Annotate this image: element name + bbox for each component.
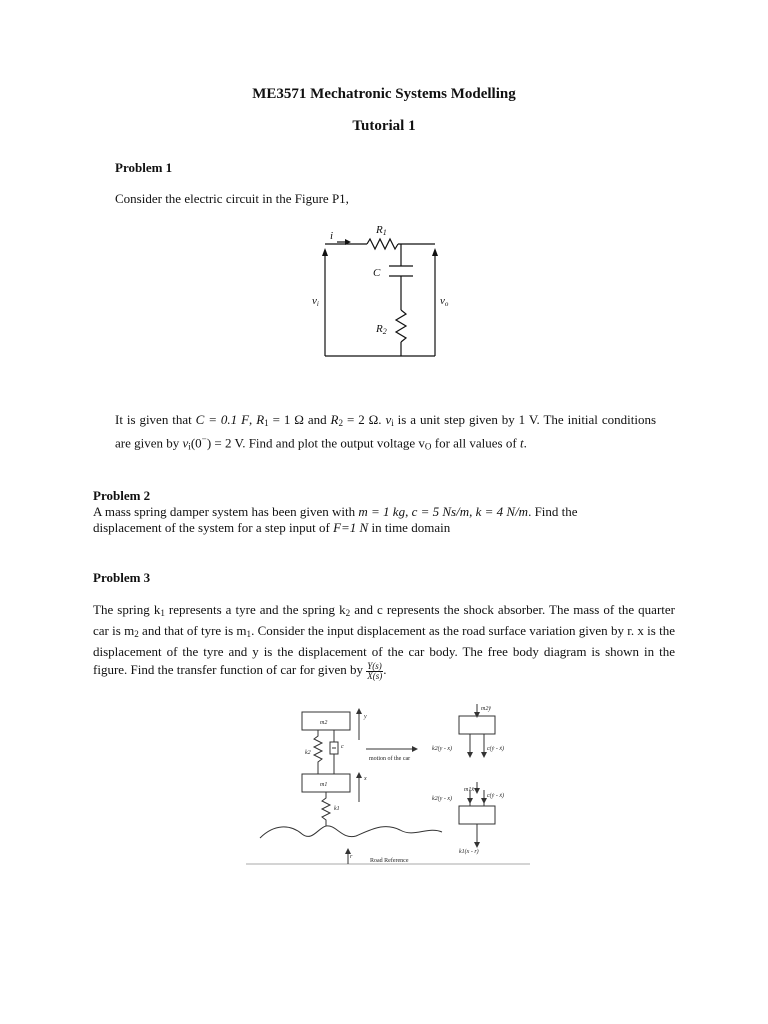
label-r1: R1 <box>376 224 387 237</box>
label-vi: vi <box>312 295 319 308</box>
label-motion: motion of the car <box>369 756 411 762</box>
circuit-figure-p1 <box>305 218 455 362</box>
label-m1: m1 <box>320 782 328 788</box>
label-vo: vo <box>440 295 449 308</box>
label-c-force-bot: c(ẏ - ẋ) <box>487 793 504 799</box>
label-c: C <box>373 267 381 279</box>
tutorial-title: Tutorial 1 <box>352 118 416 134</box>
label-m1-acc: m1ẍ <box>464 787 474 793</box>
label-m2: m2 <box>320 720 328 726</box>
label-k1: k1 <box>334 806 340 812</box>
fbd-m1-block <box>459 806 495 824</box>
label-y: y <box>364 714 367 720</box>
label-k2: k2 <box>305 750 311 756</box>
problem3-statement: The spring $k_1$ represents a tyre and the spring $k_2$ and c represents the shock absorber. The mass of the quarter car is $m_2$ and that of tyre is $m_1$. Consider the input displacement as the road surface variation given by r. x is the displacement of the tyre and y is the displacement of the car body. The free body diagram is shown in the figure. Find the transfer function of car for given by $\frac{Y(s)}{X(s)}$ . <box>93 602 675 681</box>
label-r: r <box>350 854 353 860</box>
quarter-car-figure <box>246 700 532 870</box>
label-road-reference: Road Reference <box>370 858 409 864</box>
fbd-m2-block <box>459 716 495 734</box>
label-m2-acc: m2ÿ <box>481 706 491 712</box>
label-c-force-top: c(ẏ - ẋ) <box>487 746 504 752</box>
label-r2: R2 <box>376 323 387 336</box>
problem2-statement: A mass spring damper system has been given with m = 1 kg, c = 5 Ns/m, k = 4 N/m. Find the displacement of the system for a step input of F=1 N in time domain <box>93 504 578 535</box>
label-k2-force-bot: k2(y - x) <box>432 796 452 802</box>
label-x: x <box>364 776 367 782</box>
problem1-heading: Problem 1 <box>115 160 173 175</box>
problem2-heading: Problem 2 <box>93 488 151 503</box>
label-i: i <box>330 230 334 242</box>
course-title: ME3571 Mechatronic Systems Modelling <box>252 86 516 102</box>
label-k2-force-top: k2(y - x) <box>432 746 452 752</box>
problem1-intro: Consider the electric circuit in the Figure P1, <box>115 191 349 206</box>
problem3-heading: Problem 3 <box>93 570 151 585</box>
problem1-statement: It is given that C = 0.1 F, $R_1 = 1$ Ω and $R_2 = 2$ Ω. $v_i$ is a unit step given by 1 V. The initial conditions are given by $v_i(0^-) = 2$ V. Find and plot the output voltage $v_O$ for all values of t. <box>115 412 656 452</box>
label-c-damper: c <box>341 744 344 750</box>
transfer-function-fraction: $\frac{Y(s)}{X(s)}$ <box>367 660 383 681</box>
label-k1-force: k1(x - r) <box>459 849 479 855</box>
